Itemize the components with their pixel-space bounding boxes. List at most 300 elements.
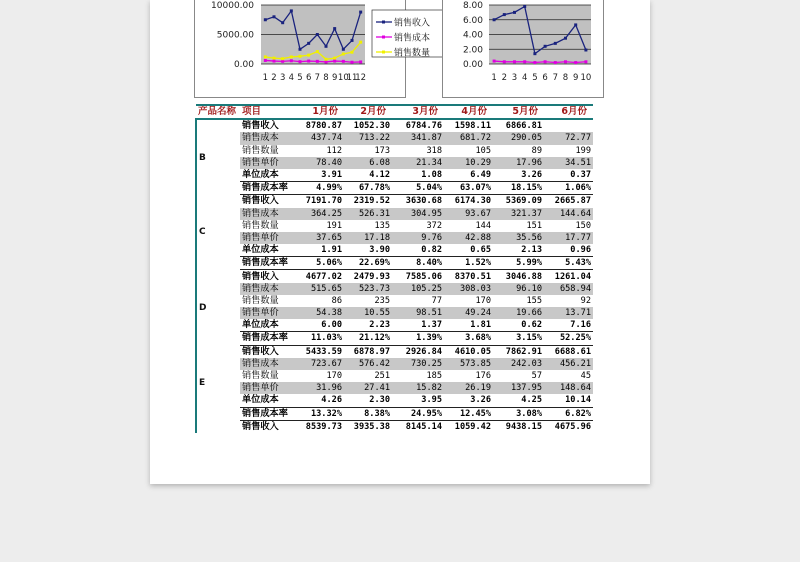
data-point <box>333 60 336 63</box>
data-point <box>273 57 276 60</box>
x-tick-label: 6 <box>305 73 312 83</box>
value-cell: 173 <box>374 145 390 156</box>
value-cell: 0.65 <box>444 244 493 257</box>
data-point <box>533 52 536 55</box>
value-cell: 92 <box>580 295 591 306</box>
x-tick-label: 6 <box>542 73 548 83</box>
value-cell: 148.64 <box>544 382 593 394</box>
value-cell: 9.76 <box>392 232 444 244</box>
data-point <box>503 60 506 63</box>
table-row <box>196 394 593 407</box>
data-point <box>564 60 567 63</box>
value-cell: 1.08 <box>392 169 444 182</box>
header-item: 项目 <box>240 105 292 119</box>
data-point <box>316 50 319 53</box>
x-tick-label: 7 <box>314 73 321 83</box>
data-point <box>290 9 293 12</box>
item-label-cell: 销售单价 <box>240 157 292 169</box>
value-cell: 6784.76 <box>405 121 442 132</box>
table-row <box>196 257 593 270</box>
value-cell: 235 <box>374 295 390 306</box>
value-cell: 150 <box>575 220 591 231</box>
item-label-cell: 销售成本率 <box>240 257 292 270</box>
data-point <box>574 61 577 64</box>
y-tick-label: 0.00 <box>462 60 483 70</box>
value-cell: 364.25 <box>292 208 344 220</box>
x-tick-label: 3 <box>511 73 518 83</box>
value-cell: 1052.30 <box>353 121 390 132</box>
table-row <box>196 244 593 257</box>
product-name-cell: D <box>196 270 240 345</box>
legend-label: 销售收入 <box>394 18 431 29</box>
value-cell: 151 <box>526 220 542 231</box>
x-tick-label: 12 <box>355 73 367 83</box>
table-row <box>196 220 593 232</box>
value-cell: 5433.59 <box>305 346 342 357</box>
x-tick-label: 9 <box>331 73 338 83</box>
table-row <box>196 169 593 182</box>
product-name-cell <box>196 420 240 433</box>
y-tick-label: 8.00 <box>462 1 483 11</box>
value-cell: 27.41 <box>344 382 392 394</box>
x-tick-label: 1 <box>262 73 269 83</box>
value-cell: 5.06% <box>292 257 344 270</box>
value-cell: 34.51 <box>544 157 593 169</box>
value-cell: 3046.88 <box>505 271 542 282</box>
data-point <box>316 33 319 36</box>
data-point <box>281 57 284 60</box>
x-tick-label: 4 <box>521 73 528 83</box>
value-cell: 437.74 <box>292 132 344 144</box>
value-cell: 45 <box>580 371 591 382</box>
value-cell: 1059.42 <box>454 421 491 432</box>
value-cell: 1.37 <box>392 319 444 332</box>
legend-marker <box>382 51 385 54</box>
x-tick-label: 1 <box>491 73 497 83</box>
data-point <box>299 55 302 58</box>
header-month: 3月份 <box>392 105 444 119</box>
item-label-cell: 销售成本率 <box>240 182 292 195</box>
table-row <box>196 358 593 370</box>
value-cell: 304.95 <box>392 208 444 220</box>
value-cell: 144.64 <box>544 208 593 220</box>
data-point <box>359 41 362 44</box>
item-label-cell: 销售数量 <box>242 294 279 306</box>
value-cell: 8370.51 <box>454 271 491 282</box>
sales-table-wrapper <box>195 104 592 433</box>
x-tick-label: 8 <box>562 73 569 83</box>
y-tick-label: 10000.00 <box>211 1 254 11</box>
value-cell: 49.24 <box>444 307 493 319</box>
data-point <box>564 37 567 40</box>
header-product: 产品名称 <box>196 105 240 119</box>
header-month: 5月份 <box>493 105 544 119</box>
value-cell: 8.40% <box>392 257 444 270</box>
value-cell: 0.37 <box>544 169 593 182</box>
value-cell: 3.68% <box>444 332 493 345</box>
value-cell: 341.87 <box>392 132 444 144</box>
table-row <box>196 307 593 319</box>
value-cell: 1.91 <box>292 244 344 257</box>
table-row <box>196 370 593 382</box>
item-label-cell: 销售收入 <box>242 345 279 357</box>
value-cell: 72.77 <box>544 132 593 144</box>
item-label-cell: 销售单价 <box>240 382 292 394</box>
data-point <box>290 59 293 62</box>
x-tick-label: 2 <box>501 73 508 83</box>
value-cell: 17.96 <box>493 157 544 169</box>
table-row <box>196 332 593 345</box>
value-cell: 3.90 <box>344 244 392 257</box>
data-point <box>273 60 276 63</box>
value-cell: 6.82% <box>544 407 593 420</box>
data-point <box>554 42 557 45</box>
value-cell: 1.39% <box>392 332 444 345</box>
data-point <box>523 60 526 63</box>
data-point <box>342 48 345 51</box>
item-label-cell: 销售成本率 <box>240 332 292 345</box>
value-cell: 4677.02 <box>305 271 342 282</box>
value-cell: 17.18 <box>344 232 392 244</box>
value-cell: 15.82 <box>392 382 444 394</box>
data-point <box>316 60 319 63</box>
value-cell: 290.05 <box>493 132 544 144</box>
value-cell: 191 <box>326 220 342 231</box>
data-point <box>264 18 267 21</box>
value-cell: 8539.73 <box>305 421 342 432</box>
item-label-cell: 销售数量 <box>242 219 279 231</box>
value-cell: 17.77 <box>544 232 593 244</box>
data-point <box>351 61 354 64</box>
value-cell: 21.34 <box>392 157 444 169</box>
value-cell: 37.65 <box>292 232 344 244</box>
item-label-cell: 销售收入 <box>242 420 279 432</box>
item-label-cell: 销售成本 <box>240 208 292 220</box>
x-tick-label: 5 <box>532 73 538 83</box>
value-cell: 5.04% <box>392 182 444 195</box>
data-point <box>273 15 276 18</box>
value-cell: 10.14 <box>544 394 593 407</box>
data-point <box>281 21 284 24</box>
data-point <box>351 51 354 54</box>
value-cell: 2926.84 <box>405 346 442 357</box>
table-row <box>196 182 593 195</box>
value-cell: 713.22 <box>344 132 392 144</box>
value-cell: 7191.70 <box>305 196 342 207</box>
value-cell: 5.99% <box>493 257 544 270</box>
data-point <box>333 27 336 30</box>
value-cell: 170 <box>475 295 491 306</box>
value-cell: 78.40 <box>292 157 344 169</box>
item-label-cell: 销售成本率 <box>240 407 292 420</box>
data-point <box>264 59 267 62</box>
value-cell: 6.49 <box>444 169 493 182</box>
value-cell: 19.66 <box>493 307 544 319</box>
unit-price-line-chart-svg <box>443 0 603 97</box>
item-label-cell: 单位成本 <box>240 319 292 332</box>
sales-table <box>195 104 593 433</box>
value-cell: 4610.05 <box>454 346 491 357</box>
table-row <box>196 295 593 307</box>
data-point <box>544 60 547 63</box>
table-row <box>196 283 593 295</box>
value-cell <box>544 119 593 132</box>
data-point <box>574 23 577 26</box>
value-cell: 6.00 <box>292 319 344 332</box>
value-cell: 0.82 <box>392 244 444 257</box>
value-cell: 2.30 <box>344 394 392 407</box>
item-label-cell: 销售成本 <box>240 283 292 295</box>
value-cell: 31.96 <box>292 382 344 394</box>
header-month: 1月份 <box>292 105 344 119</box>
table-row <box>196 195 593 208</box>
value-cell: 372 <box>426 220 442 231</box>
data-point <box>544 45 547 48</box>
data-point <box>290 55 293 58</box>
value-cell: 5369.09 <box>505 196 542 207</box>
table-row <box>196 345 593 358</box>
data-point <box>503 13 506 16</box>
value-cell: 54.38 <box>292 307 344 319</box>
unit-price-line-chart <box>442 0 604 98</box>
data-point <box>513 11 516 14</box>
value-cell: 98.51 <box>392 307 444 319</box>
value-cell: 523.73 <box>344 283 392 295</box>
value-cell: 3.95 <box>392 394 444 407</box>
value-cell: 6174.30 <box>454 196 491 207</box>
x-tick-label: 10 <box>337 73 349 83</box>
item-label-cell: 销售单价 <box>240 307 292 319</box>
table-row <box>196 208 593 220</box>
x-tick-label: 3 <box>279 73 286 83</box>
table-header-row <box>196 105 593 119</box>
value-cell: 35.56 <box>493 232 544 244</box>
header-month: 4月份 <box>444 105 493 119</box>
x-tick-label: 9 <box>572 73 579 83</box>
value-cell: 3630.68 <box>405 196 442 207</box>
table-row <box>196 157 593 169</box>
value-cell: 573.85 <box>444 358 493 370</box>
table-row <box>196 382 593 394</box>
value-cell: 105 <box>475 145 491 156</box>
product-name-cell: C <box>196 195 240 270</box>
x-tick-label: 7 <box>552 73 559 83</box>
x-tick-label: 2 <box>271 73 277 83</box>
table-row <box>196 232 593 244</box>
table-row <box>196 119 593 132</box>
value-cell: 112 <box>326 145 342 156</box>
value-cell: 318 <box>426 145 442 156</box>
value-cell: 63.07% <box>444 182 493 195</box>
value-cell: 6878.97 <box>353 346 390 357</box>
data-point <box>493 18 496 21</box>
value-cell: 3.91 <box>292 169 344 182</box>
value-cell: 3.26 <box>444 394 493 407</box>
data-point <box>493 60 496 63</box>
item-label-cell: 销售成本 <box>240 358 292 370</box>
value-cell: 2479.93 <box>353 271 390 282</box>
value-cell: 0.62 <box>493 319 544 332</box>
header-month: 6月份 <box>544 105 593 119</box>
value-cell: 8780.87 <box>305 121 342 132</box>
legend-marker <box>382 36 385 39</box>
x-tick-label: 11 <box>346 73 358 83</box>
value-cell: 77 <box>431 295 442 306</box>
value-cell: 52.25% <box>544 332 593 345</box>
data-point <box>359 60 362 63</box>
x-tick-label: 8 <box>323 73 329 83</box>
value-cell: 4.99% <box>292 182 344 195</box>
legend-marker <box>382 21 385 24</box>
value-cell: 24.95% <box>392 407 444 420</box>
value-cell: 67.78% <box>344 182 392 195</box>
data-point <box>584 48 587 51</box>
value-cell: 8.38% <box>344 407 392 420</box>
header-month: 2月份 <box>344 105 392 119</box>
value-cell: 10.55 <box>344 307 392 319</box>
value-cell: 308.03 <box>444 283 493 295</box>
product-name-cell: E <box>196 345 240 420</box>
value-cell: 515.65 <box>292 283 344 295</box>
value-cell: 2319.52 <box>353 196 390 207</box>
data-point <box>307 42 310 45</box>
value-cell: 155 <box>526 295 542 306</box>
value-cell: 8145.14 <box>405 421 442 432</box>
x-tick-label: 10 <box>580 73 592 83</box>
product-name-cell: B <box>196 119 240 195</box>
value-cell: 242.03 <box>493 358 544 370</box>
value-cell: 96.10 <box>493 283 544 295</box>
value-cell: 26.19 <box>444 382 493 394</box>
data-point <box>307 54 310 57</box>
item-label-cell: 销售单价 <box>240 232 292 244</box>
value-cell: 137.95 <box>493 382 544 394</box>
value-cell: 3.15% <box>493 332 544 345</box>
value-cell: 176 <box>475 371 491 382</box>
value-cell: 86 <box>331 295 342 306</box>
value-cell: 0.96 <box>544 244 593 257</box>
value-cell: 576.42 <box>344 358 392 370</box>
y-tick-label: 0.00 <box>233 60 254 70</box>
value-cell: 4675.96 <box>554 421 591 432</box>
value-cell: 526.31 <box>344 208 392 220</box>
data-point <box>307 60 310 63</box>
value-cell: 93.67 <box>444 208 493 220</box>
value-cell: 2665.87 <box>554 196 591 207</box>
y-tick-label: 4.00 <box>462 30 483 41</box>
data-point <box>513 60 516 63</box>
data-point <box>584 60 587 63</box>
value-cell: 170 <box>326 371 342 382</box>
value-cell: 1.52% <box>444 257 493 270</box>
value-cell: 1.81 <box>444 319 493 332</box>
x-tick-label: 5 <box>297 73 303 83</box>
data-point <box>342 52 345 55</box>
value-cell: 3.26 <box>493 169 544 182</box>
item-label-cell: 销售数量 <box>242 144 279 156</box>
value-cell: 7.16 <box>544 319 593 332</box>
value-cell: 6866.81 <box>505 121 542 132</box>
item-label-cell: 销售成本 <box>240 132 292 144</box>
data-point <box>299 60 302 63</box>
value-cell: 7585.06 <box>405 271 442 282</box>
data-point <box>342 60 345 63</box>
value-cell: 2.23 <box>344 319 392 332</box>
item-label-cell: 销售收入 <box>242 120 279 132</box>
value-cell: 681.72 <box>444 132 493 144</box>
value-cell: 42.88 <box>444 232 493 244</box>
sales-line-chart-svg <box>195 0 455 97</box>
value-cell: 4.26 <box>292 394 344 407</box>
data-point <box>325 58 328 61</box>
value-cell: 21.12% <box>344 332 392 345</box>
table-row <box>196 132 593 144</box>
value-cell: 13.32% <box>292 407 344 420</box>
legend-label: 销售成本 <box>394 33 431 44</box>
value-cell: 4.12 <box>344 169 392 182</box>
value-cell: 12.45% <box>444 407 493 420</box>
data-point <box>533 61 536 64</box>
value-cell: 730.25 <box>392 358 444 370</box>
value-cell: 11.03% <box>292 332 344 345</box>
table-row <box>196 407 593 420</box>
item-label-cell: 销售收入 <box>242 270 279 282</box>
y-tick-label: 5000.00 <box>216 30 254 41</box>
value-cell: 18.15% <box>493 182 544 195</box>
value-cell: 144 <box>475 220 491 231</box>
item-label-cell: 单位成本 <box>240 169 292 182</box>
data-point <box>333 57 336 60</box>
spreadsheet-page <box>150 0 650 484</box>
y-tick-label: 2.00 <box>462 45 483 56</box>
value-cell: 7862.91 <box>505 346 542 357</box>
item-label-cell: 单位成本 <box>240 394 292 407</box>
table-row <box>196 420 593 433</box>
value-cell: 658.94 <box>544 283 593 295</box>
data-point <box>264 55 267 58</box>
value-cell: 10.29 <box>444 157 493 169</box>
item-label-cell: 单位成本 <box>240 244 292 257</box>
table-row <box>196 145 593 157</box>
value-cell: 456.21 <box>544 358 593 370</box>
value-cell: 321.37 <box>493 208 544 220</box>
value-cell: 57 <box>531 371 542 382</box>
table-row <box>196 319 593 332</box>
data-point <box>325 45 328 48</box>
value-cell: 3935.38 <box>353 421 390 432</box>
value-cell: 251 <box>374 371 390 382</box>
data-point <box>523 5 526 8</box>
value-cell: 22.69% <box>344 257 392 270</box>
data-point <box>299 48 302 51</box>
value-cell: 2.13 <box>493 244 544 257</box>
value-cell: 185 <box>426 371 442 382</box>
value-cell: 1.06% <box>544 182 593 195</box>
item-label-cell: 销售数量 <box>242 370 279 382</box>
value-cell: 105.25 <box>392 283 444 295</box>
value-cell: 6.08 <box>344 157 392 169</box>
value-cell: 199 <box>575 145 591 156</box>
y-tick-label: 6.00 <box>462 15 483 26</box>
value-cell: 9438.15 <box>505 421 542 432</box>
value-cell: 3.08% <box>493 407 544 420</box>
x-tick-label: 4 <box>288 73 295 83</box>
data-point <box>554 61 557 64</box>
data-point <box>325 60 328 63</box>
table-row <box>196 270 593 283</box>
value-cell: 135 <box>374 220 390 231</box>
table-body <box>196 119 593 433</box>
